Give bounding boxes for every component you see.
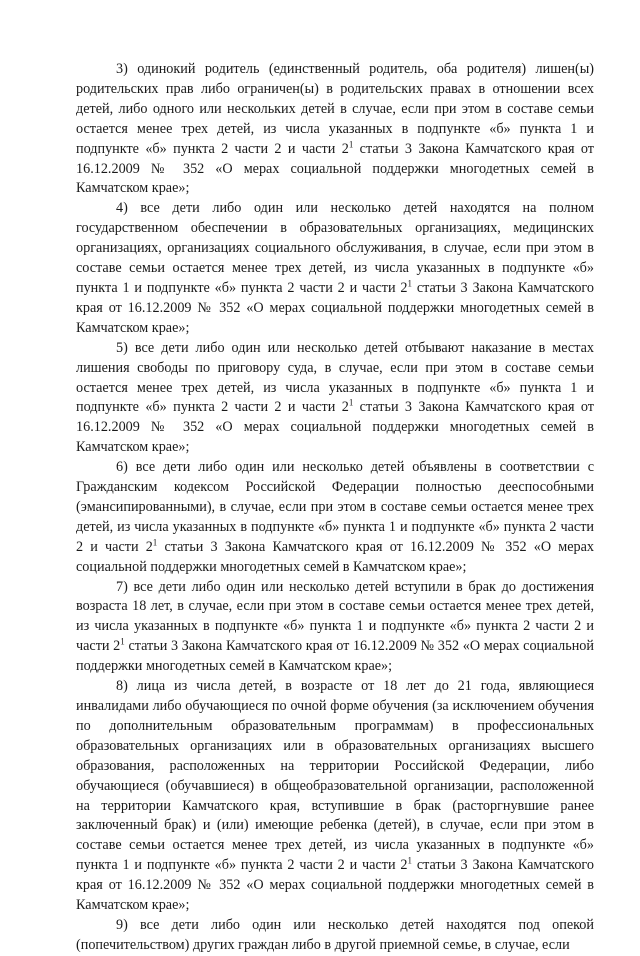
superscript: 1 xyxy=(348,397,354,408)
superscript: 1 xyxy=(120,636,125,647)
paragraph-item-3 xyxy=(76,60,594,199)
paragraph-text: статьи 3 Закона Камчатского края от 16.12.2009 № 352 «О мерах социальной поддержки многодетных семей в Камчатском крае»; xyxy=(76,638,594,675)
paragraph-item-6 xyxy=(76,458,594,577)
paragraph-item-7 xyxy=(76,578,594,678)
paragraph-text: 6) все дети либо один или несколько детей объявлены в соответствии с Гражданским кодексом Российской Федерации полностью дееспособными (эмансипированными), в случае, если при этом в составе семьи остается менее трех детей, из числа указанных в подпункте «б» пункта 1 и подпункте «б» пункта 2 части 2 и части 2 xyxy=(76,459,594,555)
paragraph-text: 4) все дети либо один или несколько детей находятся на полном государственном обеспечении в образовательных организациях, медицинских организациях, организациях социального обслуживания, в случае, если при этом в составе семьи остается менее трех детей, из числа указанных в подпункте «б» пункта 1 и подпункте «б» пункта 2 части 2 и части 2 xyxy=(76,200,594,296)
paragraph-text: статьи 3 Закона Камчатского края от 16.12.2009 № 352 «О мерах социальной поддержки многодетных семей в Камчатском крае»; xyxy=(76,538,594,575)
paragraph-text: статьи 3 Закона Камчатского края от 16.12.2009 № 352 «О мерах социальной поддержки многодетных семей в Камчатском крае»; xyxy=(76,399,594,456)
paragraph-text: статьи 3 Закона Камчатского края от 16.12.2009 № 352 «О мерах социальной поддержки многодетных семей в Камчатском крае»; xyxy=(76,857,594,914)
paragraph-text: 7) все дети либо один или несколько детей вступили в брак до достижения возраста 18 лет, в случае, если при этом в составе семьи остается менее трех детей, из числа указанных в подпункте «б» пункта 1 и подпункте «б» пункта 2 части 2 и части 2 xyxy=(76,578,594,655)
paragraph-item-8 xyxy=(76,677,594,916)
superscript: 1 xyxy=(348,138,354,149)
paragraph-text: 5) все дети либо один или несколько детей отбывают наказание в местах лишения свободы по приговору суда, в случае, если при этом в составе семьи остается менее трех детей, из числа указанных в подпункте «б» пункта 1 и подпункте «б» пункта 2 части 2 и части 2 xyxy=(76,339,594,416)
superscript: 1 xyxy=(407,278,412,289)
paragraph-text: 3) одинокий родитель (единственный родитель, оба родителя) лишен(ы) родительских прав либо ограничен(ы) в родительских правах в отношении всех детей, либо одного или нескольких детей в случае, если при этом в составе семьи остается менее трех детей, из числа указанных в подпункте «б» пункта 1 и подпункте «б» пункта 2 части 2 и части 2 xyxy=(76,61,594,157)
paragraph-item-5 xyxy=(76,339,594,458)
paragraph-text: 9) все дети либо один или несколько детей находятся под опекой (попечительством) других граждан либо в другой приемной семье, в случае, если xyxy=(76,916,594,953)
superscript: 1 xyxy=(152,537,158,548)
superscript: 1 xyxy=(407,855,412,866)
document-page xyxy=(76,60,594,956)
paragraph-item-4 xyxy=(76,199,594,338)
paragraph-item-9 xyxy=(76,916,594,956)
paragraph-text: 8) лица из числа детей, в возрасте от 18 лет до 21 года, являющиеся инвалидами либо обучающиеся по очной форме обучения (за исключением обучения по дополнительным образовательным программам) в профессиональных образовательных организациях или в образовательных организациях высшего образования, расположенных на территории Российской Федерации, либо обучающиеся (обучавшиеся) в общеобразовательной организации, расположенной на территории Камчатского края, вступившие в брак (расторгнувшие ранее заключенный брак) и (или) имеющие ребенка (детей), в случае, если при этом в составе семьи остается менее трех детей, из числа указанных в подпункте «б» пункта 1 и подпункте «б» пункта 2 части 2 и части 2 xyxy=(76,678,594,874)
paragraph-text: статьи 3 Закона Камчатского края от 16.12.2009 № 352 «О мерах социальной поддержки многодетных семей в Камчатском крае»; xyxy=(76,140,594,197)
paragraph-text: статьи 3 Закона Камчатского края от 16.12.2009 № 352 «О мерах социальной поддержки многодетных семей в Камчатском крае»; xyxy=(76,279,594,336)
